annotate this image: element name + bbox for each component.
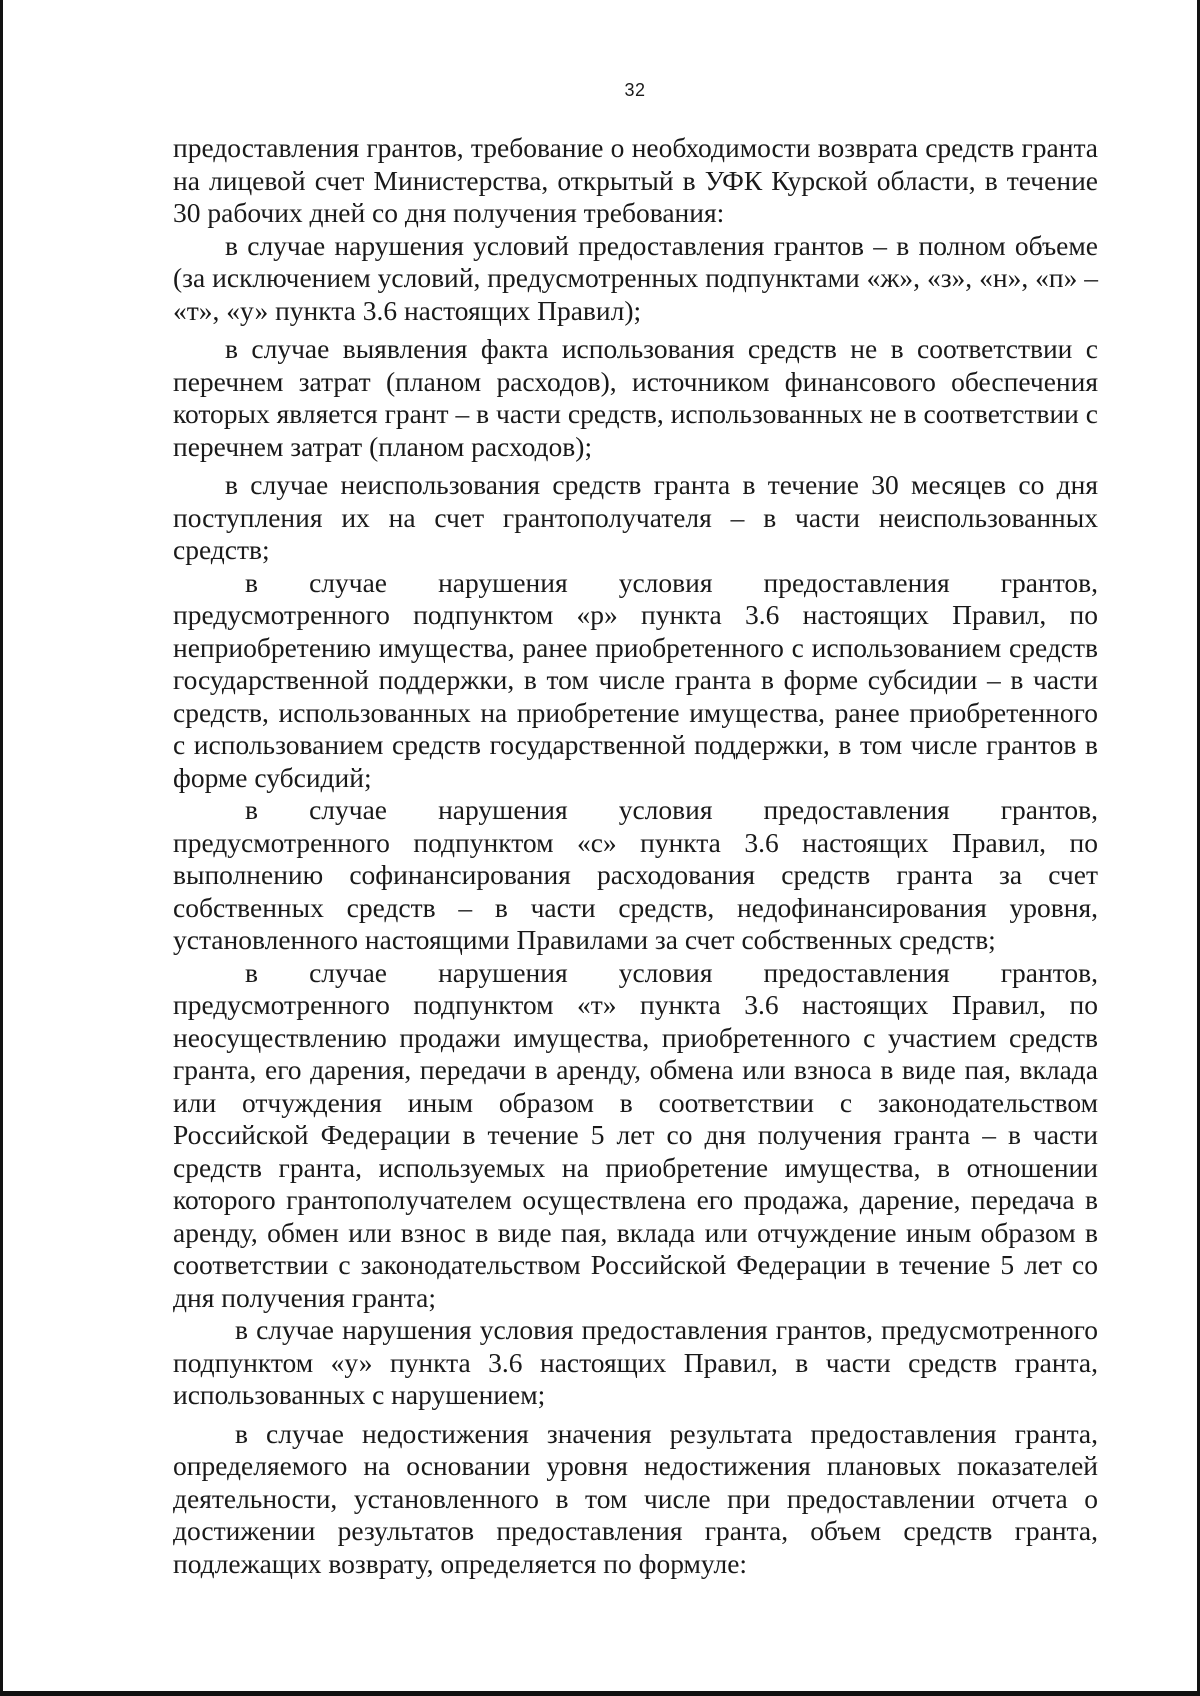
paragraph-unused-funds: в случае неиспользования средств гранта в течение 30 месяцев со дня поступления их на счет грантополучателя – в части неиспользованных средств; xyxy=(173,469,1098,565)
paragraph-subclause-r: в случае нарушения условия предоставления грантов, предусмотренного подпунктом «р» пункта 3.6 настоящих Правил, по неприобретению имущества, ранее приобретенного с использованием средств государственной поддержки, в том числе гранта в форме субсидии – в части средств, использованных на приобретение имущества, ранее приобретенного с использованием средств государственной поддержки, в том числе грантов в форме субсидий; xyxy=(173,566,1098,793)
paragraph-misuse-of-funds: в случае выявления факта использования средств не в соответствии с перечнем затрат (планом расходов), источником финансового обеспечения которых является грант – в части средств, использованных не в соответствии с перечнем затрат (планом расходов); xyxy=(173,333,1098,462)
paragraph-continuation: предоставления грантов, требование о необходимости возврата средств гранта на лицевой счет Министерства, открытый в УФК Курской области, в течение 30 рабочих дней со дня получения требования: xyxy=(173,132,1098,228)
paragraph-result-not-achieved: в случае недостижения значения результата предоставления гранта, определяемого на основании уровня недостижения плановых показателей деятельности, установленного в том числе при предоставлении отчета о достижении результатов предоставления гранта, объем средств гранта, подлежащих возврату, определяется по формуле: xyxy=(173,1417,1098,1579)
scan-edge-bottom xyxy=(0,1691,1200,1696)
document-body xyxy=(173,132,1098,1580)
paragraph-subclause-t: в случае нарушения условия предоставления грантов, предусмотренного подпунктом «т» пункта 3.6 настоящих Правил, по неосуществлению продажи имущества, приобретенного с участием средств гранта, его дарения, передачи в аренду, обмена или взноса в виде пая, вклада или отчуждения иным образом в соответствии с законодательством Российской Федерации в течение 5 лет со дня получения гранта – в части средств гранта, используемых на приобретение имущества, в отношении которого грантополучателем осуществлена его продажа, дарение, передача в аренду, обмен или взнос в виде пая, вклада или отчуждение иным образом в соответствии с законодательством Российской Федерации в течение 5 лет со дня получения гранта; xyxy=(173,956,1098,1313)
page-number: 32 xyxy=(624,80,646,100)
paragraph-violation-conditions: в случае нарушения условий предоставления грантов – в полном объеме (за исключением условий, предусмотренных подпунктами «ж», «з», «н», «п» – «т», «у» пункта 3.6 настоящих Правил); xyxy=(173,229,1098,326)
scan-edge-left xyxy=(0,0,3,1696)
paragraph-subclause-s: в случае нарушения условия предоставления грантов, предусмотренного подпунктом «с» пункта 3.6 настоящих Правил, по выполнению софинансирования расходования средств гранта за счет собственных средств – в части средств, недофинансирования уровня, установленного настоящими Правилами за счет собственных средств; xyxy=(173,794,1098,955)
paragraph-subclause-u: в случае нарушения условия предоставления грантов, предусмотренного подпунктом «у» пункта 3.6 настоящих Правил, в части средств гранта, использованных с нарушением; xyxy=(173,1314,1098,1410)
